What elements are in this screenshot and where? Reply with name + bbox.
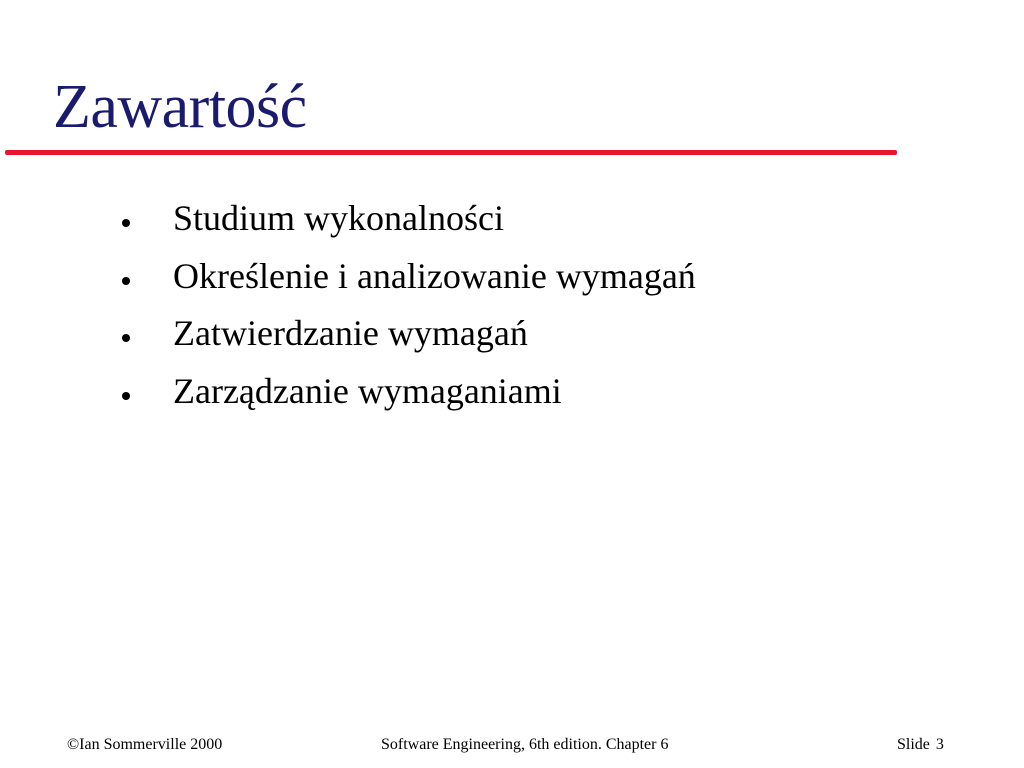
bullet-item [122,254,696,312]
bullet-text: Zatwierdzanie wymagań [173,313,528,353]
title-underline-rule [5,150,897,155]
bullet-dot-icon [122,334,130,342]
bullet-item [122,196,696,254]
footer-book-title: Software Engineering, 6th edition. Chapter 6 [381,736,669,753]
bullet-dot-icon [122,277,130,285]
slide-label: Slide [897,736,930,753]
bullet-list [122,196,696,426]
bullet-text: Zarządzanie wymaganiami [173,370,562,411]
bullet-text: Studium wykonalności [173,198,504,238]
bullet-dot-icon [122,392,130,400]
bullet-text: Określenie i analizowanie wymagań [173,255,696,296]
bullet-item [122,369,696,427]
footer-copyright: ©Ian Sommerville 2000 [67,736,223,753]
bullet-item [122,311,696,369]
slide-number: 3 [935,736,944,753]
footer-slide-number [897,735,944,755]
bullet-dot-icon [122,219,130,227]
slide-title: Zawartość [53,73,307,141]
